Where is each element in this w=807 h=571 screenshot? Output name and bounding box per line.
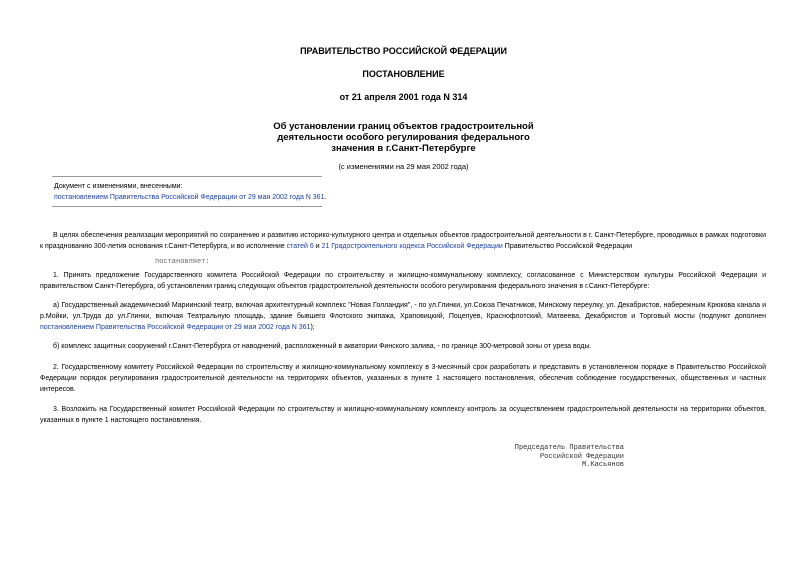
article-6-link[interactable]: статей 6: [286, 243, 314, 250]
amendment-link[interactable]: постановлением Правительства Российской Федерации от 29 мая 2002 года N 361: [54, 194, 325, 201]
item-2-text: 2. Государственному комитету Российской Федерации по строительству и жилищно-коммунальному комплексу в 3-месячный срок разработать и представить в установленном порядке в Правительство Российской Федерации порядок регулирования градостроительной деятельности на территориях объектов, указанных в пункте 1 настоящего постановления, обеспечив соблюдение государственных, общественных и частных интересов.: [40, 364, 766, 393]
divider-bottom: [52, 206, 322, 207]
document-title: [0, 121, 807, 154]
title-line-1: Об установлении границ объектов градостроительной: [273, 121, 534, 132]
amendments-reference: [54, 192, 326, 203]
decree-word: постановляет:: [155, 258, 210, 266]
changes-note: (с изменениями на 29 мая 2002 года): [338, 162, 469, 171]
item-a-paragraph: [40, 300, 766, 333]
item-1-text: 1. Принять предложение Государственного комитета Российской Федерации по строительству и жилищно-коммунальному комплексу, согласованное с Министерством культуры Российской Федерации и правительством Санкт-Петербурга, об установлении границ следующих объектов градостроительной деятельности особого регулирования федерального значения в г.Санкт-Петербурге:: [40, 272, 766, 290]
date-number-heading: от 21 апреля 2001 года N 314: [339, 92, 468, 102]
signature-block: [490, 444, 624, 470]
article-21-link[interactable]: 21 Градостроительного кодекса Российской Федерации: [321, 243, 503, 250]
item-1-paragraph: [40, 270, 766, 292]
title-line-3: значения в г.Санкт-Петербурге: [331, 143, 476, 154]
item-a-text: а) Государственный академический Мариинский театр, включая архитектурный комплекс "Новая Голландия", - по ул.Глинки, ул.Союза Печатников, Минскому переулку, ул. Декабристов, набережным Крюкова канала и р.Мойки, ул.Труда до ул.Глинки, включая Театральную площадь, здание бывшего Флотского экипажа, Храповицкий, Поцелуев, Краснофлотский, Матвеева, Декабристов и Торговый мосты (подпункт дополнен: [40, 302, 766, 320]
government-heading: ПРАВИТЕЛЬСТВО РОССИЙСКОЙ ФЕДЕРАЦИИ: [300, 46, 507, 56]
title-line-2: деятельности особого регулирования федерального: [277, 132, 530, 143]
signature-line-1: Председатель Правительства: [514, 444, 624, 452]
item-2-paragraph: [40, 362, 766, 395]
preamble-and: и: [313, 243, 322, 250]
divider-top: [52, 176, 322, 177]
amendment-link-tail: .: [324, 194, 327, 201]
item-3-paragraph: [40, 404, 766, 426]
item-b-paragraph: [40, 341, 766, 352]
doc-type-heading: ПОСТАНОВЛЕНИЕ: [362, 69, 445, 79]
preamble-text: В целях обеспечения реализации мероприятий по сохранению и развитию историко-культурного центра и отдельных объектов градостроительной деятельности в г. Санкт-Петербурге, проводимых в рамках подготовки к празднованию 300-летия основания г.Санкт-Петербурга, и во исполнение: [40, 232, 766, 250]
signature-line-3: М.Касьянов: [581, 461, 624, 469]
item-a-amendment-link[interactable]: постановлением Правительства Российской Федерации от 29 мая 2002 года N 361: [40, 324, 311, 331]
item-b-text: б) комплекс защитных сооружений г.Санкт-Петербурга от наводнений, расположенный в акватории Финского залива, - по границе 300-метровой зоны от уреза воды.: [53, 343, 592, 350]
signature-line-2: Российской Федерации: [539, 452, 624, 461]
preamble-paragraph: [40, 230, 766, 252]
preamble-tail: Правительство Российской Федерации: [502, 243, 633, 250]
amendments-heading: Документ с изменениями, внесенными:: [54, 183, 183, 190]
item-3-text: 3. Возложить на Государственный комитет Российской Федерации по строительству и жилищно-коммунальному комплексу контроль за осуществлением градостроительной деятельности на территориях объектов, указанных в пункте 1 настоящего постановления.: [40, 406, 766, 424]
item-a-tail: );: [310, 324, 315, 331]
